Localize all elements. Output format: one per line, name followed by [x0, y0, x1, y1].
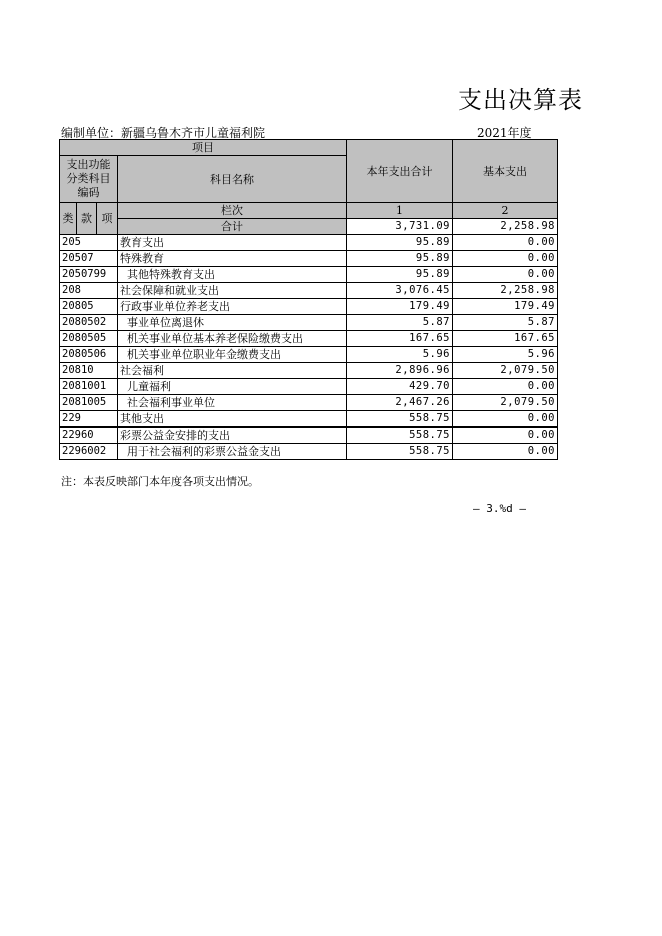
row-total-value: 95.89 [347, 267, 453, 283]
report-year: 2021年度 [477, 126, 532, 140]
header-subject-name: 科目名称 [118, 156, 347, 203]
header-kuan: 款 [77, 203, 97, 235]
expenditure-table-container [59, 139, 558, 460]
row-basic-value: 2,258.98 [453, 283, 558, 299]
data-rows [60, 235, 558, 460]
row-code: 208 [60, 283, 118, 299]
expenditure-table [59, 139, 558, 460]
row-basic-value: 179.49 [453, 299, 558, 315]
reporting-unit: 编制单位：新疆乌鲁木齐市儿童福利院 [61, 126, 266, 140]
row-total-value: 95.89 [347, 251, 453, 267]
row-total-value: 558.75 [347, 427, 453, 444]
table-row [60, 331, 558, 347]
row-basic-value: 0.00 [453, 251, 558, 267]
row-total-value: 3,076.45 [347, 283, 453, 299]
header-col1-index: 1 [347, 203, 453, 219]
table-row [60, 251, 558, 267]
row-code: 22960 [60, 427, 118, 444]
row-total-value: 95.89 [347, 235, 453, 251]
row-total-value: 2,467.26 [347, 395, 453, 411]
table-row [60, 299, 558, 315]
row-code: 2080502 [60, 315, 118, 331]
row-code: 229 [60, 411, 118, 428]
row-subject-name: 机关事业单位职业年金缴费支出 [118, 347, 347, 363]
row-total-value: 2,896.96 [347, 363, 453, 379]
row-basic-value: 167.65 [453, 331, 558, 347]
row-basic-value: 0.00 [453, 379, 558, 395]
row-total-value: 558.75 [347, 411, 453, 428]
row-basic-value: 2,079.50 [453, 363, 558, 379]
row-code: 2296002 [60, 444, 118, 460]
row-total-value: 429.70 [347, 379, 453, 395]
header-col2-index: 2 [453, 203, 558, 219]
row-basic-value: 5.87 [453, 315, 558, 331]
row-subject-name: 用于社会福利的彩票公益金支出 [118, 444, 347, 460]
table-row [60, 283, 558, 299]
row-total-value: 167.65 [347, 331, 453, 347]
row-code: 20810 [60, 363, 118, 379]
table-row [60, 347, 558, 363]
row-subject-name: 儿童福利 [118, 379, 347, 395]
row-subject-name: 社会保障和就业支出 [118, 283, 347, 299]
row-code: 20805 [60, 299, 118, 315]
row-basic-value: 0.00 [453, 444, 558, 460]
sum-total-value: 3,731.09 [347, 219, 453, 235]
header-lei: 类 [60, 203, 77, 235]
page-footer: — 3.%d — [473, 502, 526, 515]
table-row [60, 411, 558, 428]
table-row [60, 444, 558, 460]
row-code: 2081001 [60, 379, 118, 395]
row-subject-name: 事业单位离退休 [118, 315, 347, 331]
table-note: 注：本表反映部门本年度各项支出情况。 [61, 475, 259, 488]
table-row [60, 427, 558, 444]
row-code: 2050799 [60, 267, 118, 283]
row-subject-name: 行政事业单位养老支出 [118, 299, 347, 315]
row-total-value: 5.96 [347, 347, 453, 363]
header-xiang: 项 [97, 203, 118, 235]
header-item: 项目 [60, 140, 347, 156]
row-total-value: 5.87 [347, 315, 453, 331]
table-row [60, 235, 558, 251]
row-subject-name: 机关事业单位基本养老保险缴费支出 [118, 331, 347, 347]
row-subject-name: 特殊教育 [118, 251, 347, 267]
row-total-value: 179.49 [347, 299, 453, 315]
row-subject-name: 彩票公益金安排的支出 [118, 427, 347, 444]
table-row [60, 379, 558, 395]
row-basic-value: 2,079.50 [453, 395, 558, 411]
report-title: 支出决算表 [458, 86, 583, 114]
row-basic-value: 0.00 [453, 235, 558, 251]
table-row [60, 363, 558, 379]
row-code: 2080505 [60, 331, 118, 347]
table-row [60, 395, 558, 411]
table-row [60, 267, 558, 283]
row-subject-name: 社会福利事业单位 [118, 395, 347, 411]
row-basic-value: 0.00 [453, 411, 558, 428]
row-subject-name: 其他支出 [118, 411, 347, 428]
header-basic-expenditure: 基本支出 [453, 140, 558, 203]
row-basic-value: 5.96 [453, 347, 558, 363]
row-code: 2080506 [60, 347, 118, 363]
header-total-expenditure: 本年支出合计 [347, 140, 453, 203]
row-basic-value: 0.00 [453, 427, 558, 444]
row-code: 205 [60, 235, 118, 251]
row-code: 20507 [60, 251, 118, 267]
row-total-value: 558.75 [347, 444, 453, 460]
row-basic-value: 0.00 [453, 267, 558, 283]
row-code: 2081005 [60, 395, 118, 411]
row-subject-name: 社会福利 [118, 363, 347, 379]
row-subject-name: 其他特殊教育支出 [118, 267, 347, 283]
header-column-number-label: 栏次 [118, 203, 347, 219]
header-sum-label: 合计 [118, 219, 347, 235]
table-row [60, 315, 558, 331]
row-subject-name: 教育支出 [118, 235, 347, 251]
header-function-code: 支出功能分类科目编码 [60, 156, 118, 203]
sum-basic-value: 2,258.98 [453, 219, 558, 235]
